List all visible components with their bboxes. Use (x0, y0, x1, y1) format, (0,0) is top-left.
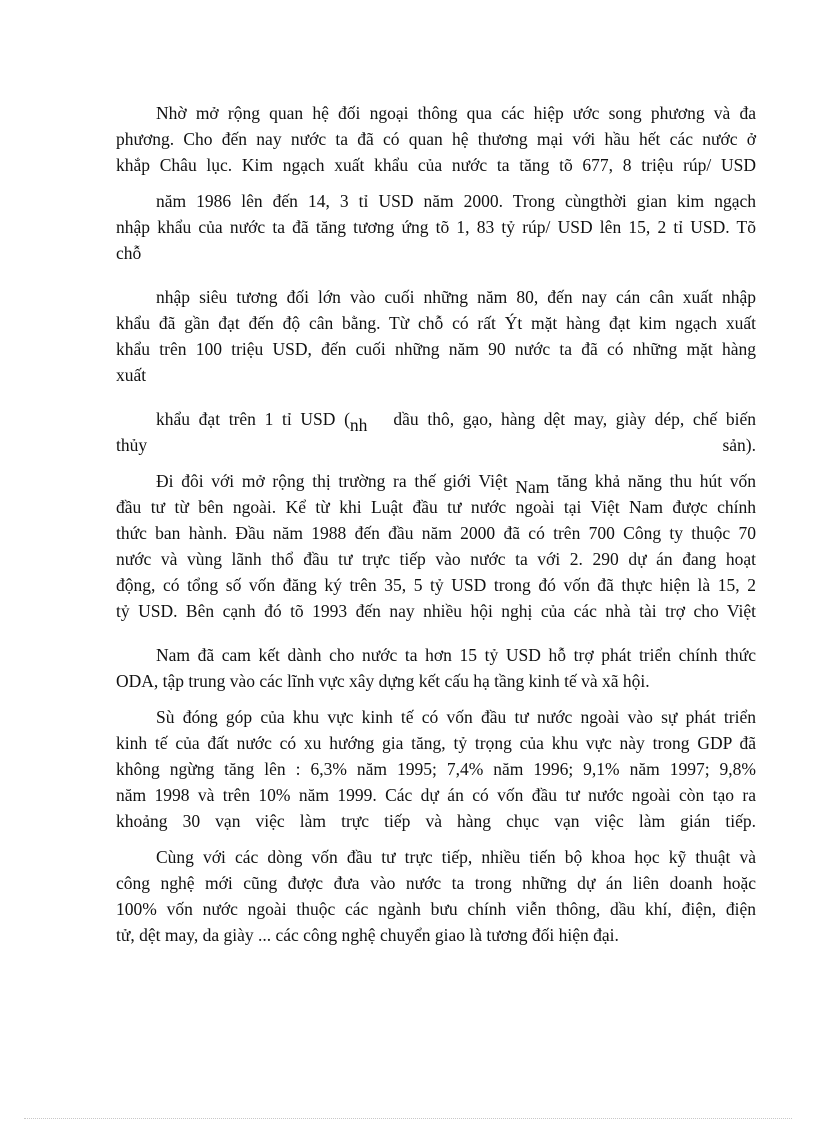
paragraph-4-segment-c: dầu thô, gạo, hàng dệt may, giày dép, chế biến (393, 409, 756, 429)
paragraph-5-segment-b: Nam (515, 477, 550, 497)
paragraph-7-line-3: không ngừng tăng lên : 6,3% năm 1995; 7,4% năm 1996; 9,1% năm 1997; 9,8% (116, 759, 756, 779)
paragraph-4-word-thuy: thủy (116, 435, 148, 455)
document-body (116, 100, 756, 948)
paragraph-5-line-1 (116, 468, 757, 497)
paragraph-4-segment-a: khẩu đạt trên 1 tỉ USD ( (156, 409, 350, 429)
paragraph-8-line-3: 100% vốn nước ngoài thuộc các ngành bưu chính viễn thông, dầu khí, điện, điện (116, 899, 756, 919)
page-bottom-border (24, 1118, 792, 1119)
paragraph-5-line-5: động, có tổng số vốn đăng ký trên 35, 5 tỷ USD trong đó vốn đã thực hiện là 15, 2 (116, 575, 756, 595)
paragraph-5-line-2: đầu tư từ bên ngoài. Kể từ khi Luật đầu tư nước ngoài tại Việt Nam được chính (116, 497, 756, 517)
paragraph-5-line-4: nước và vùng lãnh thổ đầu tư trực tiếp vào nước ta với 2. 290 dự án đang hoạt (116, 549, 756, 569)
paragraph-4-segment-b: nh (349, 415, 368, 435)
paragraph-1-line-3: khắp Châu lục. Kim ngạch xuất khẩu của nước ta tăng tõ 677, 8 triệu rúp/ USD (116, 155, 756, 175)
paragraph-8-line-2: công nghệ mới cũng được đưa vào nước ta trong những dự án liên doanh hoặc (116, 873, 756, 893)
paragraph-2-line-1: năm 1986 lên đến 14, 3 tỉ USD năm 2000. Trong cùngthời gian kim ngạch (156, 191, 756, 211)
paragraph-8-line-1: Cùng với các dòng vốn đầu tư trực tiếp, nhiều tiến bộ khoa học kỹ thuật và (156, 847, 756, 867)
paragraph-1-line-1: Nhờ mở rộng quan hệ đối ngoại thông qua các hiệp ước song phương và đa (156, 103, 756, 123)
paragraph-6-line-2: ODA, tập trung vào các lĩnh vực xây dựng kết cấu hạ tầng kinh tế và xã hội. (116, 671, 650, 691)
paragraph-7-line-1: Sù đóng góp của khu vực kinh tế có vốn đầu tư nước ngoài vào sự phát triển (156, 707, 756, 727)
paragraph-8-line-4: tử, dệt may, da giày ... các công nghệ chuyển giao là tương đối hiện đại. (116, 925, 619, 945)
paragraph-2-line-3: chỗ (116, 243, 142, 263)
paragraph-3-line-3: khẩu trên 100 triệu USD, đến cuối những năm 90 nước ta đã có những mặt hàng (116, 339, 756, 359)
paragraph-1-line-2: phương. Cho đến nay nước ta đã có quan hệ thương mại với hầu hết các nước ở (116, 129, 756, 149)
paragraph-7-line-5: khoảng 30 vạn việc làm trực tiếp và hàng chục vạn việc làm gián tiếp. (116, 811, 756, 831)
paragraph-3-line-4: xuất (116, 365, 147, 385)
paragraph-4-line-1 (116, 406, 756, 435)
paragraph-4-line-2 (116, 432, 756, 458)
paragraph-7-line-2: kinh tế của đất nước có xu hướng gia tăng, tỷ trọng của khu vực này trong GDP đã (116, 733, 756, 753)
paragraph-5-segment-a: Đi đôi với mở rộng thị trường ra thế giới Việt (156, 471, 508, 491)
paragraph-3-line-2: khẩu đã gần đạt đến độ cân bằng. Từ chỗ có rất Ýt mặt hàng đạt kim ngạch xuất (116, 313, 756, 333)
paragraph-7-line-4: năm 1998 và trên 10% năm 1999. Các dự án có vốn đầu tư nước ngoài còn tạo ra (116, 785, 756, 805)
paragraph-5-line-6: tỷ USD. Bên cạnh đó tõ 1993 đến nay nhiều hội nghị của các nhà tài trợ cho Việt (116, 601, 756, 621)
paragraph-5-line-3: thức ban hành. Đầu năm 1988 đến đầu năm 2000 đã có trên 700 Công ty thuộc 70 (116, 523, 756, 543)
paragraph-5-segment-c: tăng khả năng thu hút vốn (557, 471, 757, 491)
paragraph-2-line-2: nhập khẩu của nước ta đã tăng tương ứng tõ 1, 83 tỷ rúp/ USD lên 15, 2 tỉ USD. Tõ (116, 217, 756, 237)
paragraph-4-word-san: sản). (722, 435, 756, 455)
paragraph-6-line-1: Nam đã cam kết dành cho nước ta hơn 15 tỷ USD hỗ trợ phát triển chính thức (156, 645, 756, 665)
paragraph-3-line-1: nhập siêu tương đối lớn vào cuối những năm 80, đến nay cán cân xuất nhập (156, 287, 756, 307)
